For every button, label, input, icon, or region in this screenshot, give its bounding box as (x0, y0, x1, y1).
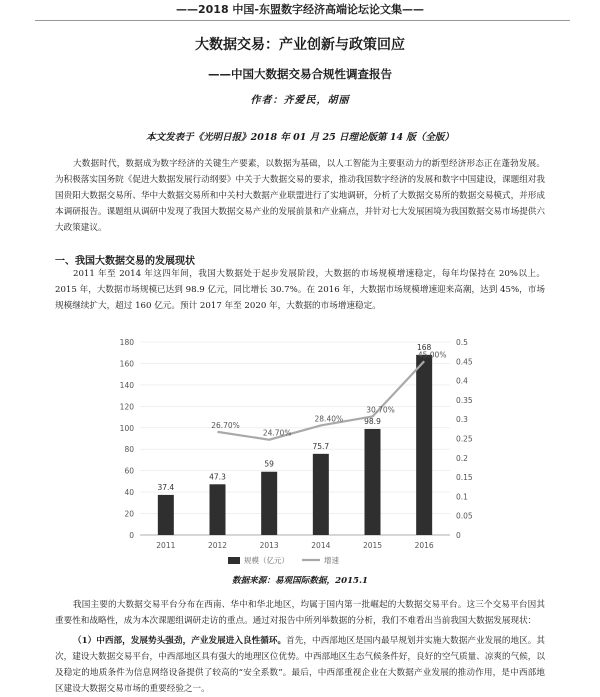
bar (416, 355, 432, 535)
y-left-tick-label: 80 (124, 445, 134, 455)
bar (261, 472, 277, 535)
bar (210, 484, 226, 535)
point-text: 首先，中西部地区是国内最早规划并实施大数据产业发展的地区。其次，建设大数据交易平台，中西部地区具有强大的地理区位优势。中西部地区生态气候条件好，良好的空气质量、凉爽的气候，以及稳定的地质条件为信息网络设备提供了较高的“安全系数”。最后，中西部重视企业在大数据产业发展的推动作用，是中西部地区建设大数据交易市场的重要经验之一。 (55, 636, 545, 694)
authors: 作者：齐爱民，胡丽 (250, 95, 350, 106)
y-right-tick-label: 0.05 (456, 511, 473, 521)
y-left-tick-label: 140 (119, 380, 134, 390)
bar (313, 454, 329, 535)
x-tick-label: 2013 (259, 541, 279, 550)
running-header: ——2018 中国-东盟数字经济高端论坛论文集—— (175, 3, 424, 16)
intro-paragraph: 大数据时代，数据成为数字经济的关键生产要素，以数据为基础，以人工智能为主要驱动力的新型经济形态正在蓬勃发展。为积极落实国务院《促进大数据发展行动纲要》中关于大数据交易的要求，推动我国数字经济的发展和数字中国建设，课题组对我国贵阳大数据交易所、华中大数据交易所和中关村大数据产业联盟进行了实地调研，分析了大数据交易所的数据交易模式，并形成本调研报告。课题组从调研中发现了我国大数据交易产业的发展前景和产业痛点，并针对七大发展困境为我国数据交易市场提供六大政策建议。 (55, 159, 545, 233)
point-heading: （1）中西部，发展势头强劲，产业发展进入良性循环。 (73, 636, 287, 646)
market-chart (110, 330, 490, 565)
y-left-tick-label: 100 (119, 423, 134, 433)
y-right-tick-label: 0 (456, 531, 461, 540)
x-tick-label: 2012 (207, 541, 228, 550)
chart-caption: 数据来源：易观国际数据，2015.1 (231, 576, 368, 586)
y-left-tick-label: 20 (124, 509, 134, 519)
line-value-label: 28.40% (314, 414, 344, 424)
market-paragraph: 2011 年至 2014 年这四年间，我国大数据处于起步发展阶段，大数据的市场规模增速稳定，每年均保持在 20%以上。2015 年，大数据市场规模已达到 98.9 亿元，同比增长 30.7%。在 2016 年，大数据市场规模增速迎来高潮，达到 45%，市场规模继续扩大，超过 160 亿元。预计 2017 年至 2020 年，大数据的市场增速稳定。 (55, 269, 545, 311)
y-right-tick-label: 0.25 (456, 434, 473, 444)
y-right-tick-label: 0.35 (456, 395, 473, 405)
x-tick-label: 2014 (311, 541, 331, 550)
y-right-tick-label: 0.15 (456, 473, 473, 483)
bar-value-label: 47.3 (209, 472, 226, 482)
section-heading: 一、我国大数据交易的发展现状 (55, 256, 195, 267)
bar-value-label: 98.9 (364, 416, 381, 426)
point-paragraph (55, 633, 545, 697)
line-value-label: 24.70% (262, 428, 292, 438)
y-left-tick-label: 160 (119, 359, 134, 369)
line-value-label: 45.00% (417, 350, 447, 360)
y-right-tick-label: 0.4 (456, 376, 468, 386)
bar-value-label: 37.4 (157, 482, 175, 492)
y-left-tick-label: 0 (129, 531, 134, 540)
line-value-label: 30.70% (366, 405, 395, 415)
bar (158, 495, 174, 535)
y-left-tick-label: 180 (119, 338, 134, 347)
x-tick-label: 2016 (414, 541, 434, 550)
x-tick-label: 2011 (156, 541, 176, 550)
article-title: 大数据交易：产业创新与政策回应 (195, 37, 405, 53)
x-tick-label: 2015 (362, 541, 383, 550)
bar-value-label: 75.7 (312, 441, 330, 451)
line-value-label: 26.70% (211, 420, 240, 430)
legend-bar-swatch (228, 557, 240, 564)
bar-value-label: 59 (264, 459, 274, 469)
article-subtitle: ——中国大数据交易合规性调查报告 (208, 67, 392, 81)
legend-bar-label: 规模（亿元） (244, 556, 289, 565)
y-right-tick-label: 0.45 (456, 357, 473, 367)
y-left-tick-label: 60 (124, 466, 134, 476)
y-right-tick-label: 0.1 (456, 492, 468, 502)
y-right-tick-label: 0.2 (456, 453, 468, 463)
y-right-tick-label: 0.5 (456, 338, 468, 347)
legend-line-label: 增速 (324, 556, 339, 565)
y-right-tick-label: 0.3 (456, 415, 468, 425)
publication-info: 本文发表于《光明日报》2018 年 01 月 25 日理论版第 14 版（全版） (146, 132, 454, 143)
bar (365, 429, 381, 535)
header-rule (35, 20, 570, 21)
y-left-tick-label: 120 (119, 402, 134, 412)
y-left-tick-label: 40 (124, 488, 134, 498)
platform-paragraph: 我国主要的大数据交易平台分布在西南、华中和华北地区，均属于国内第一批崛起的大数据交易平台。这三个交易平台因其重要性和战略性，成为本次课题组调研走访的重点。通过对报告中所列举数据的分析，我们不难看出当前我国大数据发展现状： (55, 600, 545, 626)
bar-value-label: 168 (417, 342, 432, 352)
